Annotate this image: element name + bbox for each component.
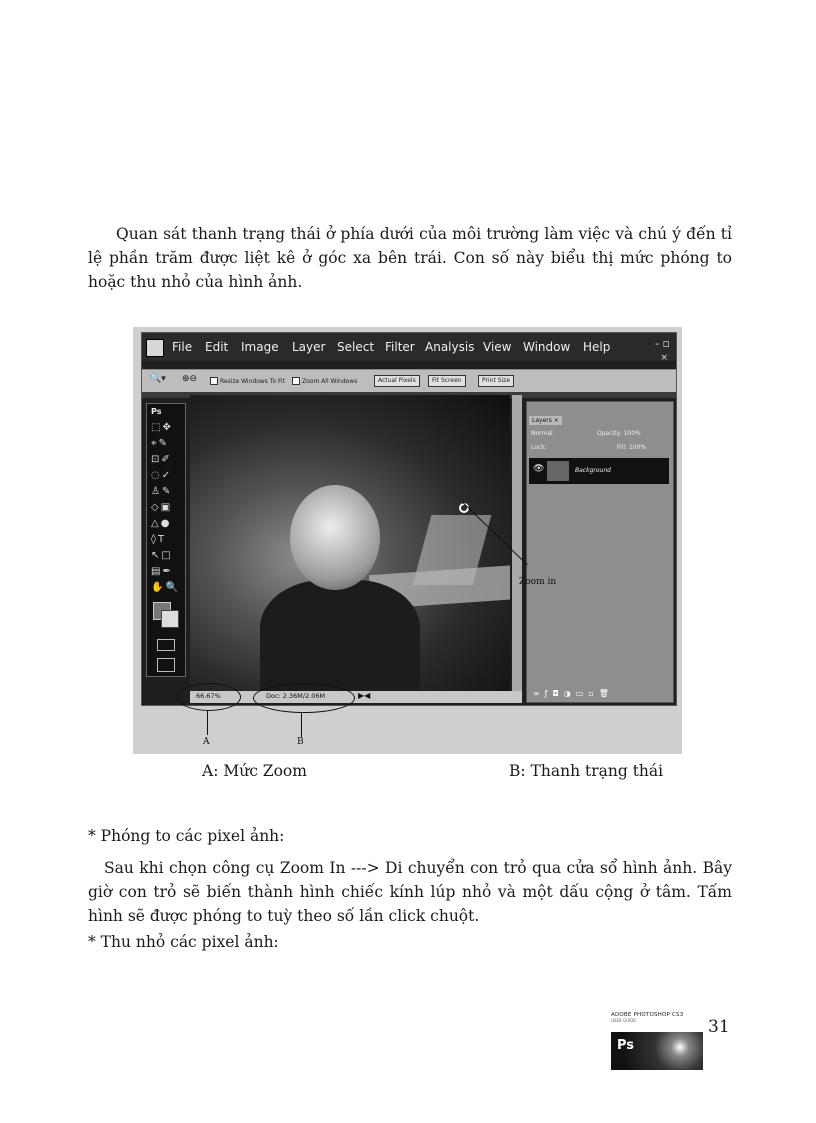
tools-grid[interactable]: ⬚✥ ⌖✎ ⊡✐ ◌✓ ♙✎ ◇▣ △● ◊T ↖□ ▤✒ ✋🔍 xyxy=(151,422,180,593)
badge-title: ADOBE PHOTOSHOP CS3 xyxy=(611,1012,684,1018)
menu-bar xyxy=(142,333,676,361)
menu-help[interactable]: Help xyxy=(583,340,611,354)
caption-b: B: Thanh trạng thái xyxy=(509,762,664,780)
zoom-all-label: Zoom All Windows xyxy=(302,377,358,385)
resize-windows-label: Resize Windows To Fit xyxy=(220,377,286,385)
photoshop-window xyxy=(141,332,677,706)
vertical-scrollbar[interactable] xyxy=(512,395,522,691)
ellipse-b xyxy=(253,683,355,713)
layers-panel xyxy=(526,401,674,703)
layers-tab[interactable]: Layers × xyxy=(529,416,562,425)
status-arrow-icon[interactable]: ▶◀ xyxy=(358,691,371,700)
layer-actions-icons[interactable]: ∞ƒ◘◑▭▫🗑 xyxy=(533,689,614,698)
ps-app-icon xyxy=(146,339,164,357)
menu-analysis[interactable]: Analysis xyxy=(425,340,475,354)
menu-window[interactable]: Window xyxy=(523,340,571,354)
label-b: B xyxy=(297,737,304,747)
label-a: A xyxy=(203,737,210,747)
layer-thumbnail xyxy=(547,461,569,481)
resize-windows-checkbox[interactable] xyxy=(210,377,285,385)
close-icon[interactable]: × xyxy=(660,353,668,363)
actual-pixels-button[interactable]: Actual Pixels xyxy=(374,375,420,387)
heading-zoom-out: * Thu nhỏ các pixel ảnh: xyxy=(88,933,279,951)
blend-mode-select[interactable]: Normal xyxy=(531,430,553,437)
photoshop-screenshot-figure xyxy=(133,327,682,754)
zoom-all-checkbox[interactable] xyxy=(292,377,357,385)
options-bar xyxy=(142,369,676,393)
arrow-b xyxy=(301,713,302,737)
eye-icon[interactable]: 👁 xyxy=(533,464,545,474)
zoom-in-out-icon[interactable]: ⊕⊖ xyxy=(182,374,198,384)
badge-logo-text: Ps xyxy=(617,1038,635,1053)
zoom-in-paragraph: Sau khi chọn công cụ Zoom In ---> Di chuyển con trỏ qua cửa sổ hình ảnh. Bây giờ con trỏ sẽ biến thành hình chiếc kính lúp nhỏ và một dấu cộng ở tâm. Tấm hình sẽ được phóng to tuỳ theo số lần click chuột. xyxy=(88,859,732,925)
caption-a: A: Mức Zoom xyxy=(202,762,307,780)
page-number: 31 xyxy=(708,1017,730,1037)
intro-paragraph: Quan sát thanh trạng thái ở phía dưới của môi trường làm việc và chú ý đến tỉ lệ phần trăm được liệt kê ở góc xa bên trái. Con số này biểu thị mức phóng to hoặc thu nhỏ của hình ảnh. xyxy=(88,225,732,291)
zoom-level[interactable]: 66.67% xyxy=(196,692,221,700)
photo-child-head xyxy=(290,485,380,590)
opacity-field[interactable]: Opacity: 100% xyxy=(597,430,641,437)
photo-child-body xyxy=(260,580,420,691)
background-color-swatch[interactable] xyxy=(161,610,179,628)
arrow-a xyxy=(207,711,208,735)
zoom-tool-icon[interactable]: 🔍▾ xyxy=(150,374,166,384)
fit-screen-button[interactable]: Fit Screen xyxy=(428,375,466,387)
print-size-button[interactable]: Print Size xyxy=(478,375,514,387)
layer-row-background[interactable] xyxy=(529,458,669,484)
menu-view[interactable]: View xyxy=(483,340,512,354)
badge-subtitle: USER GUIDE xyxy=(611,1018,636,1023)
menu-file[interactable]: File xyxy=(172,340,193,354)
lock-label: Lock: xyxy=(531,444,547,451)
menu-edit[interactable]: Edit xyxy=(205,340,229,354)
menu-layer[interactable]: Layer xyxy=(292,340,326,354)
toolbox-panel xyxy=(146,403,186,677)
quick-mask-icon[interactable] xyxy=(157,639,175,651)
fill-field[interactable]: Fill: 100% xyxy=(617,444,647,451)
heading-zoom-in: * Phóng to các pixel ảnh: xyxy=(88,827,285,845)
layer-name: Background xyxy=(575,467,611,474)
screen-mode-icon[interactable] xyxy=(157,658,175,672)
menu-select[interactable]: Select xyxy=(337,340,375,354)
menu-image[interactable]: Image xyxy=(241,340,279,354)
doc-size: Doc: 2.36M/2.06M xyxy=(266,692,326,700)
toolbox-ps-label: Ps xyxy=(151,407,162,416)
ellipse-a xyxy=(177,683,241,711)
zoom-in-annotation: Zoom in xyxy=(519,577,557,587)
image-canvas[interactable] xyxy=(190,395,510,691)
window-buttons[interactable]: - ▫ xyxy=(655,337,670,350)
photoshop-guide-badge xyxy=(611,1012,703,1070)
menu-filter[interactable]: Filter xyxy=(385,340,415,354)
ps-logo-icon xyxy=(611,1032,703,1070)
